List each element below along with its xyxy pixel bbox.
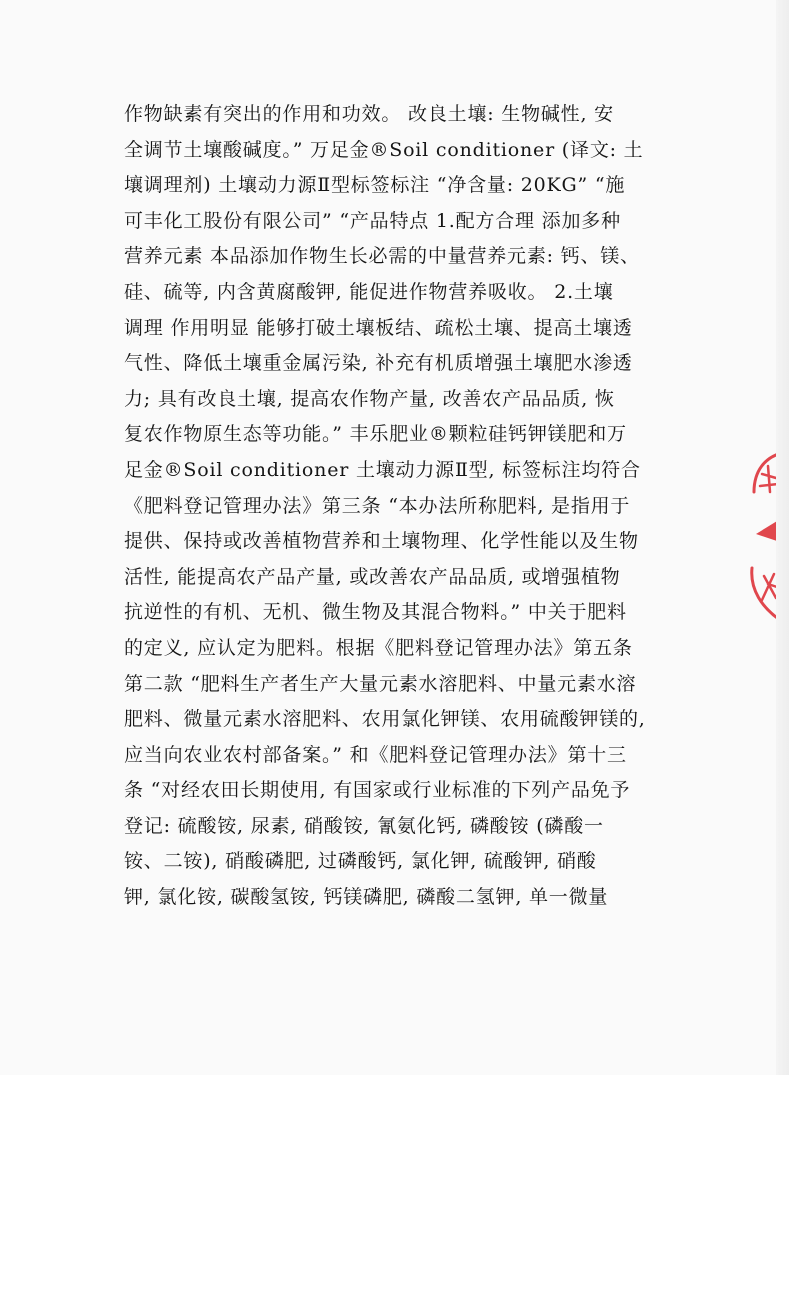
text-line: 营养元素 本品添加作物生长必需的中量营养元素: 钙、镁、 bbox=[124, 245, 640, 268]
text-line: 抗逆性的有机、无机、微生物及其混合物料。” 中关于肥料 bbox=[124, 601, 627, 624]
text-line: 肥料、微量元素水溶肥料、农用氯化钾镁、农用硫酸钾镁的, bbox=[124, 708, 646, 731]
text-line: 铵、二铵), 硝酸磷肥, 过磷酸钙, 氯化钾, 硫酸钾, 硝酸 bbox=[124, 850, 597, 873]
text-line: 硅、硫等, 内含黄腐酸钾, 能促进作物营养吸收。 2.土壤 bbox=[124, 280, 614, 303]
text-line: 可丰化工股份有限公司” “产品特点 1.配方合理 添加多种 bbox=[124, 209, 621, 232]
text-line: 应当向农业农村部备案。” 和《肥料登记管理办法》第十三 bbox=[124, 743, 627, 766]
text-line: 气性、降低土壤重金属污染, 补充有机质增强土壤肥水渗透 bbox=[124, 352, 633, 375]
body-text bbox=[124, 97, 664, 916]
text-line: 登记: 硫酸铵, 尿素, 硝酸铵, 氰氨化钙, 磷酸铵 (磷酸一 bbox=[124, 814, 604, 837]
text-line: 钾, 氯化铵, 碳酸氢铵, 钙镁磷肥, 磷酸二氢钾, 单一微量 bbox=[124, 886, 609, 909]
scan-edge bbox=[776, 0, 789, 1075]
text-line: 条 “对经农田长期使用, 有国家或行业标准的下列产品免予 bbox=[124, 779, 631, 802]
text-line: 壤调理剂) 土壤动力源Ⅱ型标签标注 “净含量: 20KG” “施 bbox=[124, 174, 626, 197]
text-line: 力; 具有改良土壤, 提高农作物产量, 改善农产品品质, 恢 bbox=[124, 387, 615, 410]
text-line: 第二款 “肥料生产者生产大量元素水溶肥料、中量元素水溶 bbox=[124, 672, 637, 695]
text-line: 活性, 能提高农产品产量, 或改善农产品品质, 或增强植物 bbox=[124, 565, 621, 588]
text-line: 调理 作用明显 能够打破土壤板结、疏松土壤、提高土壤透 bbox=[124, 316, 633, 339]
text-line: 作物缺素有突出的作用和功效。 改良土壤: 生物碱性, 安 bbox=[124, 103, 614, 125]
text-line: 复农作物原生态等功能。” 丰乐肥业®颗粒硅钙钾镁肥和万 bbox=[124, 423, 627, 446]
text-line: 提供、保持或改善植物营养和土壤物理、化学性能以及生物 bbox=[124, 530, 639, 553]
text-line: 全调节土壤酸碱度。” 万足金®Soil conditioner (译文: 土 bbox=[124, 138, 644, 161]
text-line: 足金®Soil conditioner 土壤动力源Ⅱ型, 标签标注均符合 bbox=[124, 458, 641, 481]
text-line: 的定义, 应认定为肥料。根据《肥料登记管理办法》第五条 bbox=[124, 636, 633, 659]
blank-area bbox=[0, 1075, 789, 1299]
text-line: 《肥料登记管理办法》第三条 “本办法所称肥料, 是指用于 bbox=[124, 494, 631, 517]
